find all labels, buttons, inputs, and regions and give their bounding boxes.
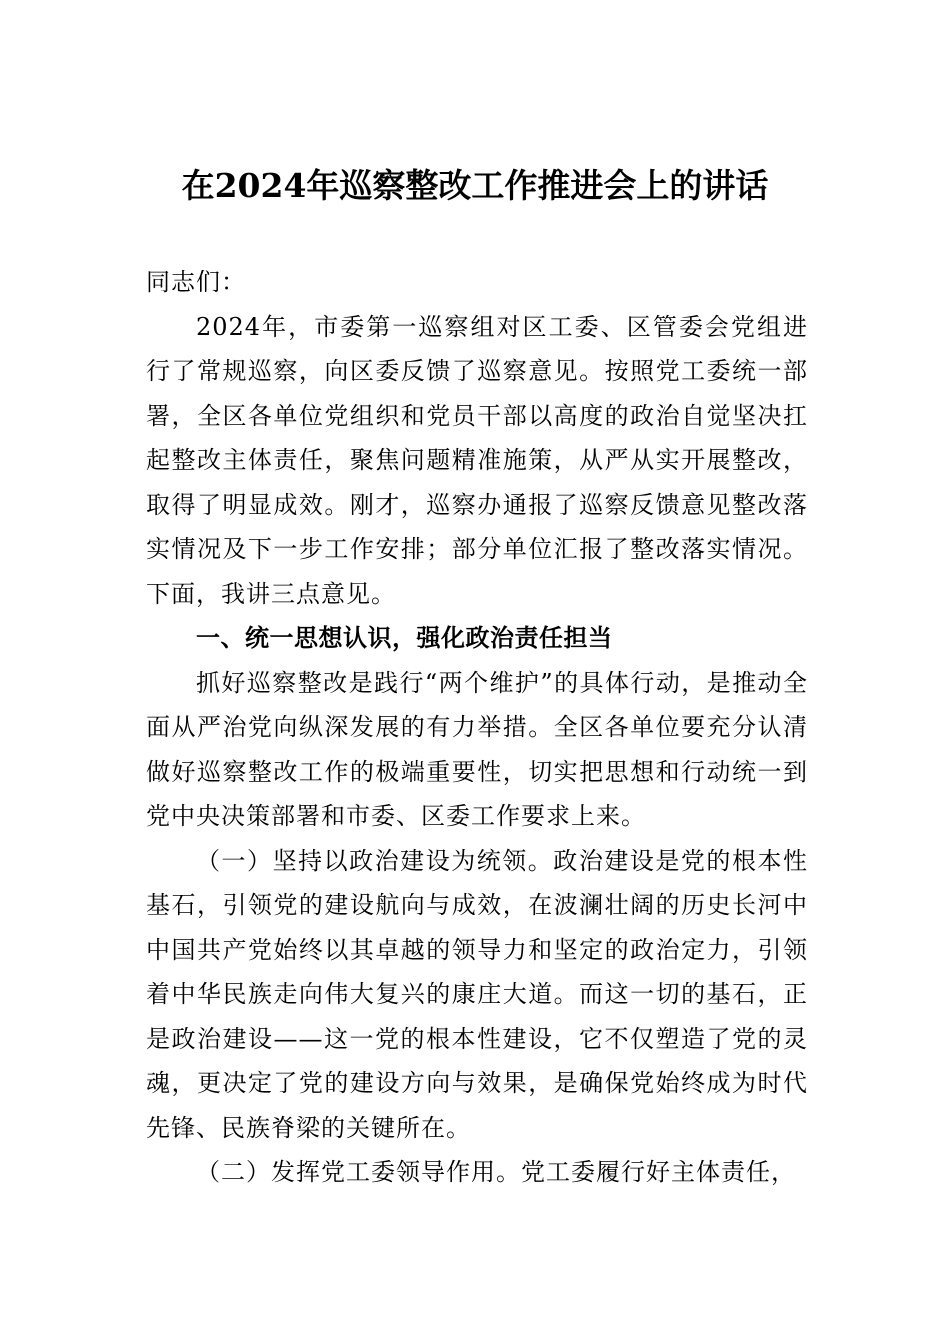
document-title: 在2024年巡察整改工作推进会上的讲话 [181,166,769,205]
document-body [146,260,808,1195]
paragraph-section-1: 抓好巡察整改是践行“两个维护”的具体行动，是推动全面从严治党向纵深发展的有力举措。全区各单位要充分认清做好巡察整改工作的极端重要性，切实把思想和行动统一到党中央决策部署和市委、区委工作要求上来。 [146,668,808,830]
paragraph-subsection-1: （一）坚持以政治建设为统领。政治建设是党的根本性基石，引领党的建设航向与成效，在波澜壮阔的历史长河中中国共产党始终以其卓越的领导力和坚定的政治定力，引领着中华民族走向伟大复兴的康庄大道。而这一切的基石，正是政治建设——这一党的根本性建设，它不仅塑造了党的灵魂，更决定了党的建设方向与效果，是确保党始终成为时代先锋、民族脊梁的关键所在。 [146,846,808,1142]
paragraph-subsection-2: （二）发挥党工委领导作用。党工委履行好主体责任， [196,1158,796,1186]
section-heading-1: 一、统一思想认识，强化政治责任担当 [196,624,613,652]
salutation: 同志们： [146,268,246,296]
paragraph-intro: 2024年，市委第一巡察组对区工委、区管委会党组进行了常规巡察，向区委反馈了巡察意见。按照党工委统一部署，全区各单位党组织和党员干部以高度的政治自觉坚决扛起整改主体责任，聚焦问题精准施策，从严从实开展整改，取得了明显成效。刚才，巡察办通报了巡察反馈意见整改落实情况及下一步工作安排；部分单位汇报了整改落实情况。下面，我讲三点意见。 [146,312,808,608]
